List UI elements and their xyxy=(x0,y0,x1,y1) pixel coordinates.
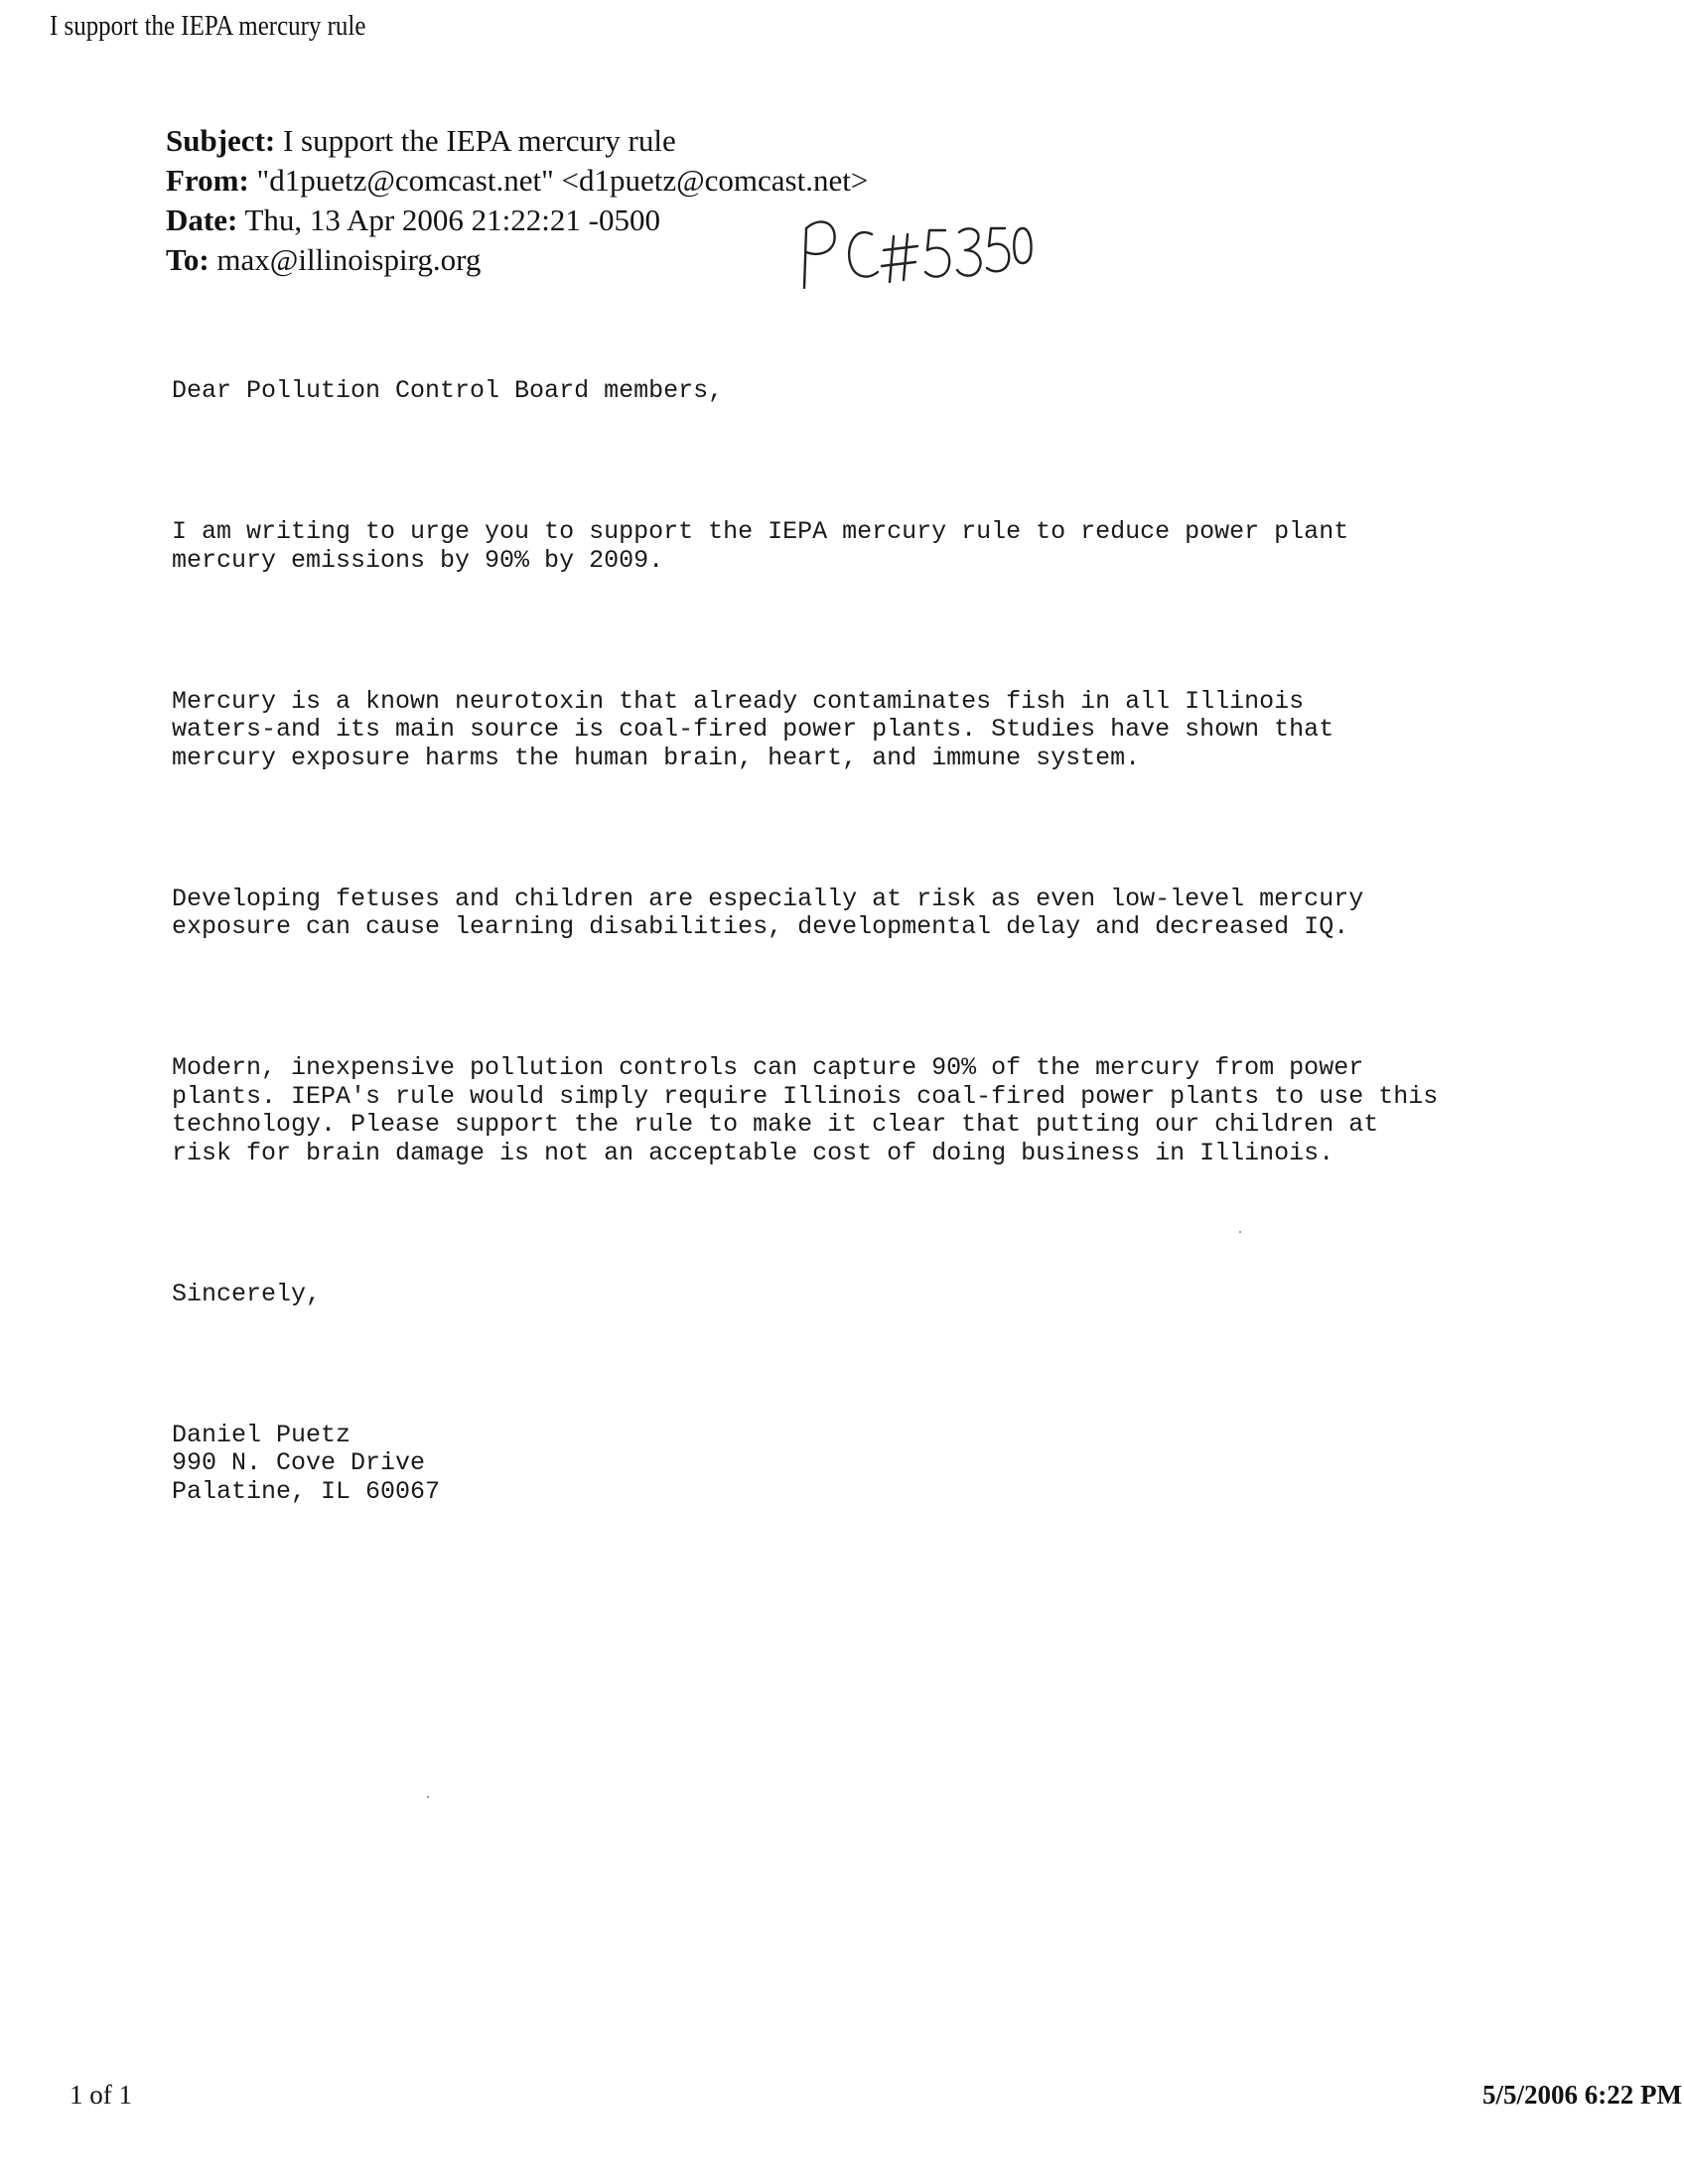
signature-name: Daniel Puetz xyxy=(172,1420,351,1449)
greeting xyxy=(172,377,1438,406)
paragraph-line: Developing fetuses and children are especially at risk as even low-level mercury xyxy=(172,884,1364,913)
subject-row xyxy=(166,121,868,161)
paragraph-line: technology. Please support the rule to make it clear that putting our children at xyxy=(172,1110,1379,1139)
signature-street: 990 N. Cove Drive xyxy=(172,1448,426,1477)
email-body xyxy=(172,321,1438,1535)
paragraph-2 xyxy=(172,688,1438,773)
footer-page-number: 1 of 1 xyxy=(70,2080,132,2110)
paragraph-line: risk for brain damage is not an acceptable cost of doing business in Illinois. xyxy=(172,1138,1334,1167)
paragraph-4 xyxy=(172,1054,1438,1167)
from-value: "d1puetz@comcast.net" <d1puetz@comcast.net> xyxy=(248,163,869,198)
paragraph-line: mercury exposure harms the human brain, heart, and immune system. xyxy=(172,743,1141,772)
to-value: max@illinoispirg.org xyxy=(209,242,482,277)
footer-printed-date: 5/5/2006 6:22 PM xyxy=(1482,2080,1682,2110)
from-label: From: xyxy=(166,163,249,198)
paragraph-1 xyxy=(172,518,1438,575)
to-label: To: xyxy=(166,242,210,277)
closing xyxy=(172,1281,1438,1309)
from-row xyxy=(166,161,868,201)
date-label: Date: xyxy=(166,203,238,237)
to-row xyxy=(166,240,868,280)
paragraph-3 xyxy=(172,886,1438,942)
paragraph-line: I am writing to urge you to support the IEPA mercury rule to reduce power plant xyxy=(172,517,1349,546)
date-row xyxy=(166,201,868,240)
scan-speck xyxy=(1239,1231,1241,1233)
page-header-title: I support the IEPA mercury rule xyxy=(50,10,366,42)
closing-line: Sincerely, xyxy=(172,1279,322,1308)
signature-block xyxy=(172,1422,1438,1507)
paragraph-line: Mercury is a known neurotoxin that already contaminates fish in all Illinois xyxy=(172,686,1305,716)
scan-speck xyxy=(427,1796,429,1798)
paragraph-line: Modern, inexpensive pollution controls can capture 90% of the mercury from power xyxy=(172,1053,1364,1082)
signature-city: Palatine, IL 60067 xyxy=(172,1476,441,1506)
paragraph-line: plants. IEPA's rule would simply require Illinois coal-fired power plants to use this xyxy=(172,1081,1439,1111)
paragraph-line: waters-and its main source is coal-fired power plants. Studies have shown that xyxy=(172,715,1334,744)
greeting-line: Dear Pollution Control Board members, xyxy=(172,376,724,405)
subject-value: I support the IEPA mercury rule xyxy=(275,123,676,158)
date-value: Thu, 13 Apr 2006 21:22:21 -0500 xyxy=(237,203,660,237)
handwritten-pc-number xyxy=(794,206,1033,296)
subject-label: Subject: xyxy=(166,123,276,158)
email-headers xyxy=(166,121,868,280)
paragraph-line: exposure can cause learning disabilities, developmental delay and decreased IQ. xyxy=(172,912,1349,941)
paragraph-line: mercury emissions by 90% by 2009. xyxy=(172,545,664,575)
